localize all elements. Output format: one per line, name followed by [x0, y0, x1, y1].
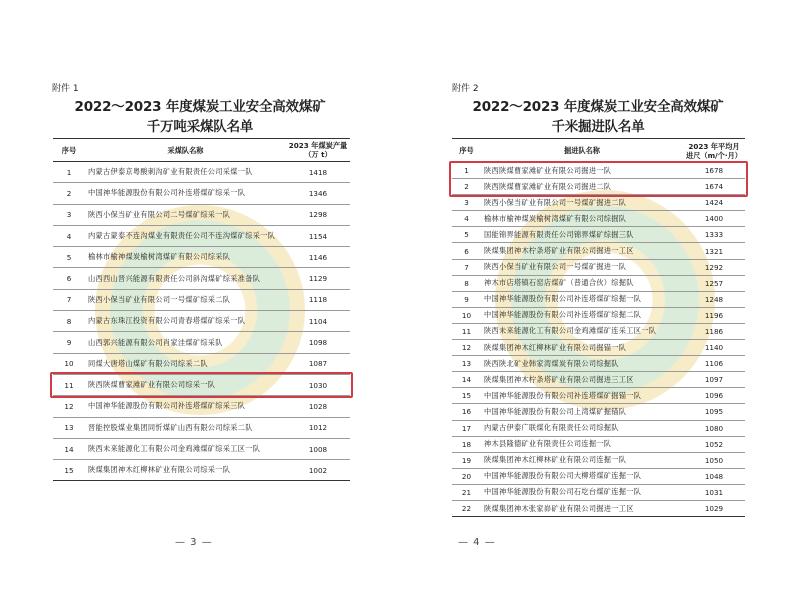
cell-value: 1029	[683, 500, 745, 516]
page-title-line2: 千万吨采煤队名单	[146, 119, 254, 135]
cell-value: 1674	[683, 179, 745, 195]
cell-seq: 8	[452, 275, 481, 291]
cell-value: 1321	[683, 243, 745, 259]
cell-name: 陕煤集团神木柠条塔矿业有限公司掘进三工区	[481, 372, 683, 388]
attachment-label: 附件 1	[52, 84, 79, 94]
cell-name: 神木县隆德矿业有限责任公司连掘一队	[481, 436, 683, 452]
table-row	[452, 195, 745, 211]
cell-value: 1400	[683, 211, 745, 227]
table-row	[53, 183, 350, 204]
table-row	[452, 404, 745, 420]
table-row	[452, 340, 745, 356]
cell-seq: 11	[452, 323, 481, 339]
cell-seq: 15	[452, 388, 481, 404]
document-page-right	[400, 0, 800, 600]
table-row	[452, 291, 745, 307]
cell-name: 陕煤集团神木柠条塔矿业有限公司掘进一工区	[481, 243, 683, 259]
table-row	[53, 247, 350, 268]
table-row	[53, 289, 350, 310]
cell-name: 榆林市榆神煤炭榆树湾煤矿有限公司综掘队	[481, 211, 683, 227]
cell-seq: 11	[53, 374, 85, 395]
cell-name: 同煤大唐塔山煤矿有限公司综采二队	[85, 353, 286, 374]
table-row	[53, 438, 350, 459]
table-row	[452, 372, 745, 388]
cell-value: 1248	[683, 291, 745, 307]
cell-value: 1098	[286, 332, 350, 353]
cell-value: 1118	[286, 289, 350, 310]
cell-seq: 9	[452, 291, 481, 307]
table-row	[452, 356, 745, 372]
page-title-line1: 2022～2023 年度煤炭工业安全高效煤矿	[472, 99, 724, 115]
table-row	[452, 500, 745, 516]
cell-value: 1012	[286, 417, 350, 438]
cell-value: 1140	[683, 340, 745, 356]
header-name: 采煤队名称	[85, 139, 286, 162]
cell-name: 陕煤集团神木红柳林矿业有限公司综采一队	[85, 460, 286, 481]
cell-value: 1095	[683, 404, 745, 420]
cell-value: 1104	[286, 311, 350, 332]
table-row	[452, 436, 745, 452]
mining-team-table	[53, 138, 350, 481]
cell-value: 1196	[683, 307, 745, 323]
cell-seq: 3	[452, 195, 481, 211]
cell-value: 1146	[286, 247, 350, 268]
page-number: — 4 —	[458, 537, 496, 548]
table-row	[452, 227, 745, 243]
table-row	[452, 243, 745, 259]
table-row	[53, 396, 350, 417]
cell-seq: 4	[53, 225, 85, 246]
page-number: — 3 —	[175, 537, 213, 548]
cell-name: 中国神华能源股份有限公司补连塔煤矿综采三队	[85, 396, 286, 417]
cell-name: 中国神华能源股份有限公司上湾煤矿掘锚队	[481, 404, 683, 420]
cell-seq: 7	[53, 289, 85, 310]
cell-name: 中国神华能源股份有限公司补连塔煤矿综掘二队	[481, 307, 683, 323]
table-row	[452, 388, 745, 404]
table-row	[452, 259, 745, 275]
highlight-box	[449, 161, 748, 197]
cell-value: 1129	[286, 268, 350, 289]
cell-value: 1030	[286, 374, 350, 395]
cell-name: 陕西小保当矿业有限公司一号煤矿综采二队	[85, 289, 286, 310]
table-row	[452, 468, 745, 484]
cell-seq: 20	[452, 468, 481, 484]
cell-name: 内蒙古伊泰广联煤化有限责任公司综掘队	[481, 420, 683, 436]
attachment-label: 附件 2	[452, 84, 479, 94]
cell-seq: 8	[53, 311, 85, 332]
cell-name: 陕西未来能源化工有限公司金鸡滩煤矿连采工区一队	[481, 323, 683, 339]
cell-value: 1678	[683, 163, 745, 179]
cell-seq: 12	[53, 396, 85, 417]
cell-value: 1031	[683, 484, 745, 500]
table-row	[53, 162, 350, 183]
cell-value: 1333	[683, 227, 745, 243]
cell-name: 陕煤集团神木张家峁矿业有限公司掘进一工区	[481, 500, 683, 516]
cell-name: 陕西陕煤曹家滩矿业有限公司掘进二队	[481, 179, 683, 195]
cell-name: 内蒙古东珠江投资有限公司青春塔煤矿综采一队	[85, 311, 286, 332]
cell-name: 陕西小保当矿业有限公司一号煤矿掘进二队	[481, 195, 683, 211]
cell-seq: 13	[53, 417, 85, 438]
table-row	[53, 332, 350, 353]
cell-value: 1257	[683, 275, 745, 291]
cell-value: 1106	[683, 356, 745, 372]
cell-seq: 14	[53, 438, 85, 459]
cell-seq: 2	[53, 183, 85, 204]
cell-value: 1008	[286, 438, 350, 459]
cell-seq: 18	[452, 436, 481, 452]
cell-seq: 7	[452, 259, 481, 275]
cell-value: 1002	[286, 460, 350, 481]
cell-value: 1097	[683, 372, 745, 388]
cell-seq: 10	[452, 307, 481, 323]
cell-value: 1298	[286, 204, 350, 225]
table-row	[53, 204, 350, 225]
table-row	[452, 484, 745, 500]
cell-seq: 5	[53, 247, 85, 268]
table-row	[53, 417, 350, 438]
cell-name: 中国神华能源股份有限公司石圪台煤矿连掘一队	[481, 484, 683, 500]
cell-value: 1154	[286, 225, 350, 246]
cell-value: 1048	[683, 468, 745, 484]
cell-name: 陕西陕煤曹家滩矿业有限公司综采一队	[85, 374, 286, 395]
cell-seq: 6	[53, 268, 85, 289]
header-value: 2023 年平均月进尺（m/个·月）	[683, 139, 745, 163]
header-seq: 序号	[53, 139, 85, 162]
cell-value: 1096	[683, 388, 745, 404]
header-seq: 序号	[452, 139, 481, 163]
cell-seq: 6	[452, 243, 481, 259]
header-name: 掘进队名称	[481, 139, 683, 163]
cell-name: 陕西小保当矿业有限公司一号煤矿掘进一队	[481, 259, 683, 275]
cell-seq: 14	[452, 372, 481, 388]
cell-seq: 15	[53, 460, 85, 481]
cell-seq: 16	[452, 404, 481, 420]
table-row	[53, 311, 350, 332]
cell-seq: 10	[53, 353, 85, 374]
cell-seq: 17	[452, 420, 481, 436]
cell-name: 中国神华能源股份有限公司补连塔煤矿综掘一队	[481, 291, 683, 307]
cell-value: 1346	[286, 183, 350, 204]
table-row	[452, 275, 745, 291]
table-row	[53, 353, 350, 374]
table-row	[53, 268, 350, 289]
cell-seq: 5	[452, 227, 481, 243]
cell-seq: 19	[452, 452, 481, 468]
cell-value: 1418	[286, 162, 350, 183]
cell-name: 中国神华能源股份有限公司补连塔煤矿综采一队	[85, 183, 286, 204]
table-row	[452, 323, 745, 339]
table-row	[452, 420, 745, 436]
highlight-box	[50, 372, 353, 397]
cell-value: 1292	[683, 259, 745, 275]
cell-seq: 3	[53, 204, 85, 225]
cell-value: 1052	[683, 436, 745, 452]
page-title-line1: 2022～2023 年度煤炭工业安全高效煤矿	[74, 99, 326, 115]
cell-seq: 4	[452, 211, 481, 227]
cell-name: 中国神华能源股份有限公司大柳塔煤矿连掘一队	[481, 468, 683, 484]
cell-value: 1050	[683, 452, 745, 468]
cell-name: 晋能控股煤业集团同忻煤矿山西有限公司综采二队	[85, 417, 286, 438]
cell-name: 陕西未来能源化工有限公司金鸡滩煤矿综采工区一队	[85, 438, 286, 459]
page-title-line2: 千米掘进队名单	[551, 119, 645, 135]
cell-value: 1186	[683, 323, 745, 339]
table-row	[452, 452, 745, 468]
cell-name: 陕西陕煤曹家滩矿业有限公司掘进一队	[481, 163, 683, 179]
cell-name: 陕煤集团神木红柳林矿业有限公司掘锚一队	[481, 340, 683, 356]
cell-seq: 22	[452, 500, 481, 516]
table-row	[53, 460, 350, 481]
cell-value: 1087	[286, 353, 350, 374]
cell-name: 中国神华能源股份有限公司补连塔煤矿掘锚一队	[481, 388, 683, 404]
cell-name: 榆林市榆神煤炭榆树湾煤矿有限公司综采队	[85, 247, 286, 268]
cell-seq: 21	[452, 484, 481, 500]
cell-seq: 9	[53, 332, 85, 353]
cell-seq: 2	[452, 179, 481, 195]
cell-seq: 12	[452, 340, 481, 356]
table-row	[452, 211, 745, 227]
cell-name: 内蒙古蒙泰不连沟煤业有限责任公司不连沟煤矿综采一队	[85, 225, 286, 246]
cell-name: 陕西小保当矿业有限公司二号煤矿综采一队	[85, 204, 286, 225]
cell-seq: 1	[53, 162, 85, 183]
cell-seq: 13	[452, 356, 481, 372]
cell-value: 1424	[683, 195, 745, 211]
cell-value: 1080	[683, 420, 745, 436]
cell-name: 国能锦界能源有限责任公司锦界煤矿综掘三队	[481, 227, 683, 243]
table-row	[452, 307, 745, 323]
cell-seq: 1	[452, 163, 481, 179]
cell-value: 1028	[286, 396, 350, 417]
header-value: 2023 年煤炭产量（万 t）	[286, 139, 350, 162]
cell-name: 陕西陕北矿业韩家湾煤炭有限公司综掘队	[481, 356, 683, 372]
cell-name: 内蒙古伊泰京粤酸刺沟矿业有限责任公司采煤一队	[85, 162, 286, 183]
table-row	[53, 225, 350, 246]
cell-name: 神木市店塔镇石窑店煤矿（普通合伙）综掘队	[481, 275, 683, 291]
cell-name: 山西西山晋兴能源有限责任公司斜沟煤矿综采准备队	[85, 268, 286, 289]
cell-name: 陕煤集团神木红柳林矿业有限公司连掘一队	[481, 452, 683, 468]
cell-name: 山西郭兴能源有限公司肖家洼煤矿综采队	[85, 332, 286, 353]
